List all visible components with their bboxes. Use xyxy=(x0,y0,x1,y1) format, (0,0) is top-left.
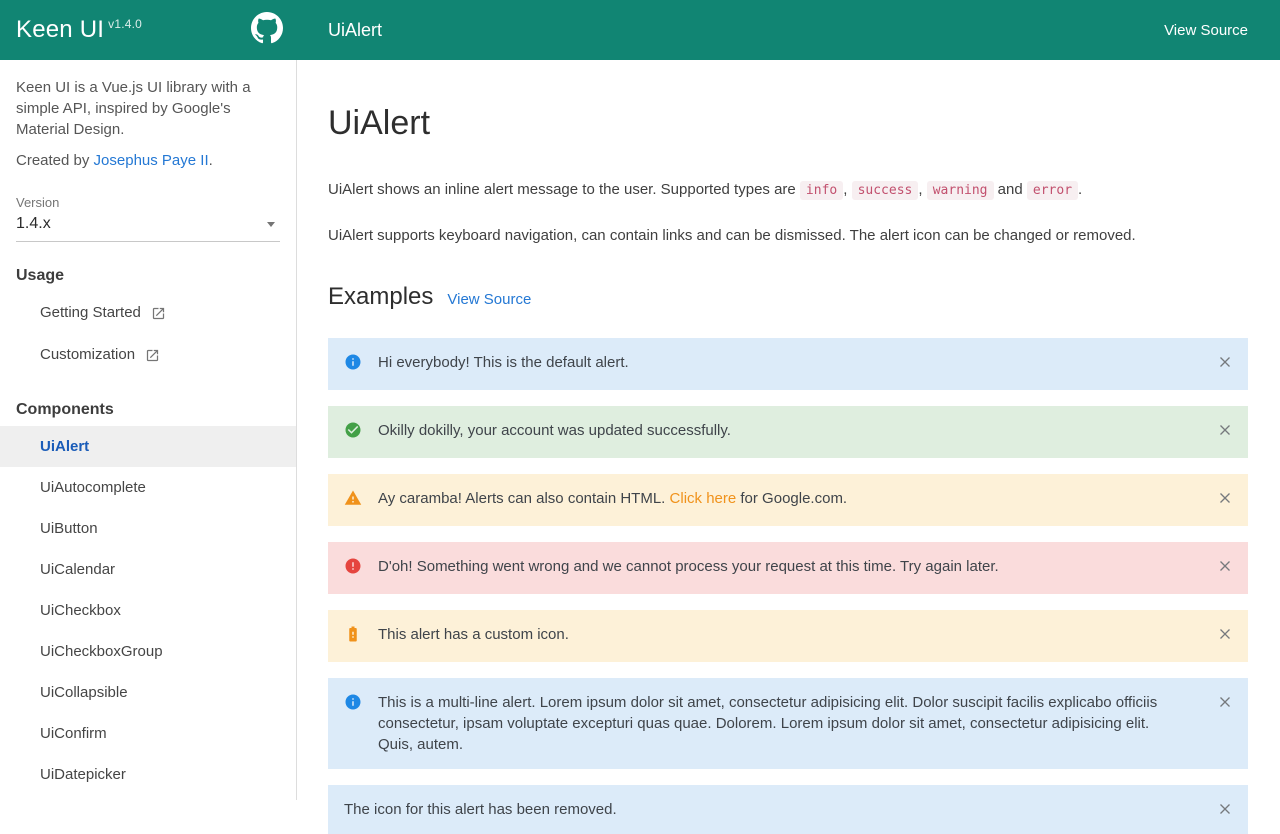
examples-header-row xyxy=(328,283,1248,311)
alert-success xyxy=(328,406,1248,458)
usage-list xyxy=(0,292,296,376)
alert-message: This is a multi-line alert. Lorem ipsum dolor sit amet, consectetur adipisicing elit. Dolor suscipit facilis explicabo officiis consectetur, ipsam voluptate excepturi quas quae. Dolorem. Lorem ipsum dolor sit amet, consectetur adipisicing elit. Quis, autem. xyxy=(378,694,1158,753)
examples-view-source-link[interactable]: View Source xyxy=(447,291,532,308)
sidebar-item-getting-started[interactable] xyxy=(0,292,296,334)
alert-message: The icon for this alert has been removed. xyxy=(344,801,617,818)
brand-area xyxy=(0,0,297,60)
alert-multiline xyxy=(328,678,1248,769)
warning-icon xyxy=(344,489,362,512)
author-link[interactable]: Josephus Paye II xyxy=(93,152,209,169)
close-icon[interactable] xyxy=(1218,559,1232,573)
github-link[interactable] xyxy=(251,12,283,49)
alert-text-part: Ay caramba! Alerts can also contain HTML. xyxy=(378,490,670,507)
usage-heading: Usage xyxy=(16,267,65,284)
alert-message: D'oh! Something went wrong and we cannot process your request at this time. Try again later. xyxy=(378,558,999,575)
sidebar-item-uicheckbox[interactable]: UiCheckbox xyxy=(40,602,121,619)
sidebar-item-customization[interactable] xyxy=(0,334,296,376)
alert-error xyxy=(328,542,1248,594)
sidebar-item-uialert[interactable]: UiAlert xyxy=(0,426,296,467)
alert-text-part: for Google.com. xyxy=(736,490,848,507)
alert-message: This alert has a custom icon. xyxy=(378,626,569,643)
page-title: UiAlert xyxy=(328,104,431,142)
alert-message xyxy=(378,488,1218,509)
code-chip-success: success xyxy=(852,181,919,200)
alert-message: Okilly dokilly, your account was updated successfully. xyxy=(378,422,731,439)
sidebar xyxy=(0,60,297,800)
main-content xyxy=(297,60,1280,818)
app-header xyxy=(0,0,1280,60)
intro-sep: , xyxy=(843,181,852,198)
chevron-down-icon xyxy=(267,222,275,227)
alert-inline-link[interactable]: Click here xyxy=(669,490,737,507)
sidebar-item-uibutton[interactable]: UiButton xyxy=(40,520,98,537)
intro-paragraph xyxy=(328,180,1248,201)
intro-sep: and xyxy=(993,181,1027,198)
external-link-icon xyxy=(145,348,160,363)
created-by-text: Created by xyxy=(16,152,94,169)
brand-title xyxy=(16,16,142,44)
close-icon[interactable] xyxy=(1218,695,1232,709)
close-icon[interactable] xyxy=(1218,355,1232,369)
code-chip-warning: warning xyxy=(927,181,994,200)
close-icon[interactable] xyxy=(1218,423,1232,437)
alert-warning xyxy=(328,474,1248,526)
sidebar-item-uicollapsible[interactable]: UiCollapsible xyxy=(40,684,128,701)
check-circle-icon xyxy=(344,421,362,444)
header-main xyxy=(297,0,1280,60)
page-layout xyxy=(0,60,1280,818)
components-list xyxy=(0,426,296,795)
version-select[interactable] xyxy=(16,210,280,242)
components-heading: Components xyxy=(16,401,114,418)
brand-version: v1.4.0 xyxy=(108,17,143,31)
close-icon[interactable] xyxy=(1218,627,1232,641)
version-label: Version xyxy=(16,195,60,210)
alerts-container xyxy=(328,338,1248,834)
alert-no-icon xyxy=(328,785,1248,834)
github-icon xyxy=(251,12,283,49)
info-icon xyxy=(344,353,362,376)
close-icon[interactable] xyxy=(1218,802,1232,816)
alert-info xyxy=(328,338,1248,390)
usage-item-label: Getting Started xyxy=(40,304,141,321)
sidebar-item-uicalendar[interactable]: UiCalendar xyxy=(40,561,116,578)
header-page-title: UiAlert xyxy=(328,19,383,40)
sidebar-item-uidatepicker[interactable]: UiDatepicker xyxy=(40,766,126,783)
usage-item-label: Customization xyxy=(40,346,136,363)
intro-paragraph-2: UiAlert supports keyboard navigation, can contain links and can be dismissed. The alert icon can be changed or removed. xyxy=(328,227,1136,244)
error-icon xyxy=(344,557,362,580)
sidebar-created-by xyxy=(16,152,280,169)
alert-custom-icon xyxy=(328,610,1248,662)
code-chip-info: info xyxy=(800,181,843,200)
close-icon[interactable] xyxy=(1218,491,1232,505)
examples-heading: Examples xyxy=(328,283,434,310)
intro-sep: , xyxy=(918,181,927,198)
version-value: 1.4.x xyxy=(16,215,51,232)
alert-message: Hi everybody! This is the default alert. xyxy=(378,354,629,371)
header-view-source-link[interactable]: View Source xyxy=(1164,21,1248,39)
intro-text: UiAlert shows an inline alert message to the user. Supported types are xyxy=(328,181,800,198)
battery-alert-icon xyxy=(344,625,362,648)
created-by-period: . xyxy=(208,152,213,169)
sidebar-description: Keen UI is a Vue.js UI library with a simple API, inspired by Google's Material Design. xyxy=(16,79,251,138)
external-link-icon xyxy=(151,306,166,321)
intro-period: . xyxy=(1078,181,1083,198)
sidebar-item-uiautocomplete[interactable]: UiAutocomplete xyxy=(40,479,146,496)
version-block xyxy=(16,195,280,242)
sidebar-item-uicheckboxgroup[interactable]: UiCheckboxGroup xyxy=(40,643,163,660)
info-icon xyxy=(344,693,362,716)
sidebar-item-uiconfirm[interactable]: UiConfirm xyxy=(40,725,107,742)
brand-name: Keen UI xyxy=(16,16,105,43)
code-chip-error: error xyxy=(1027,181,1078,200)
